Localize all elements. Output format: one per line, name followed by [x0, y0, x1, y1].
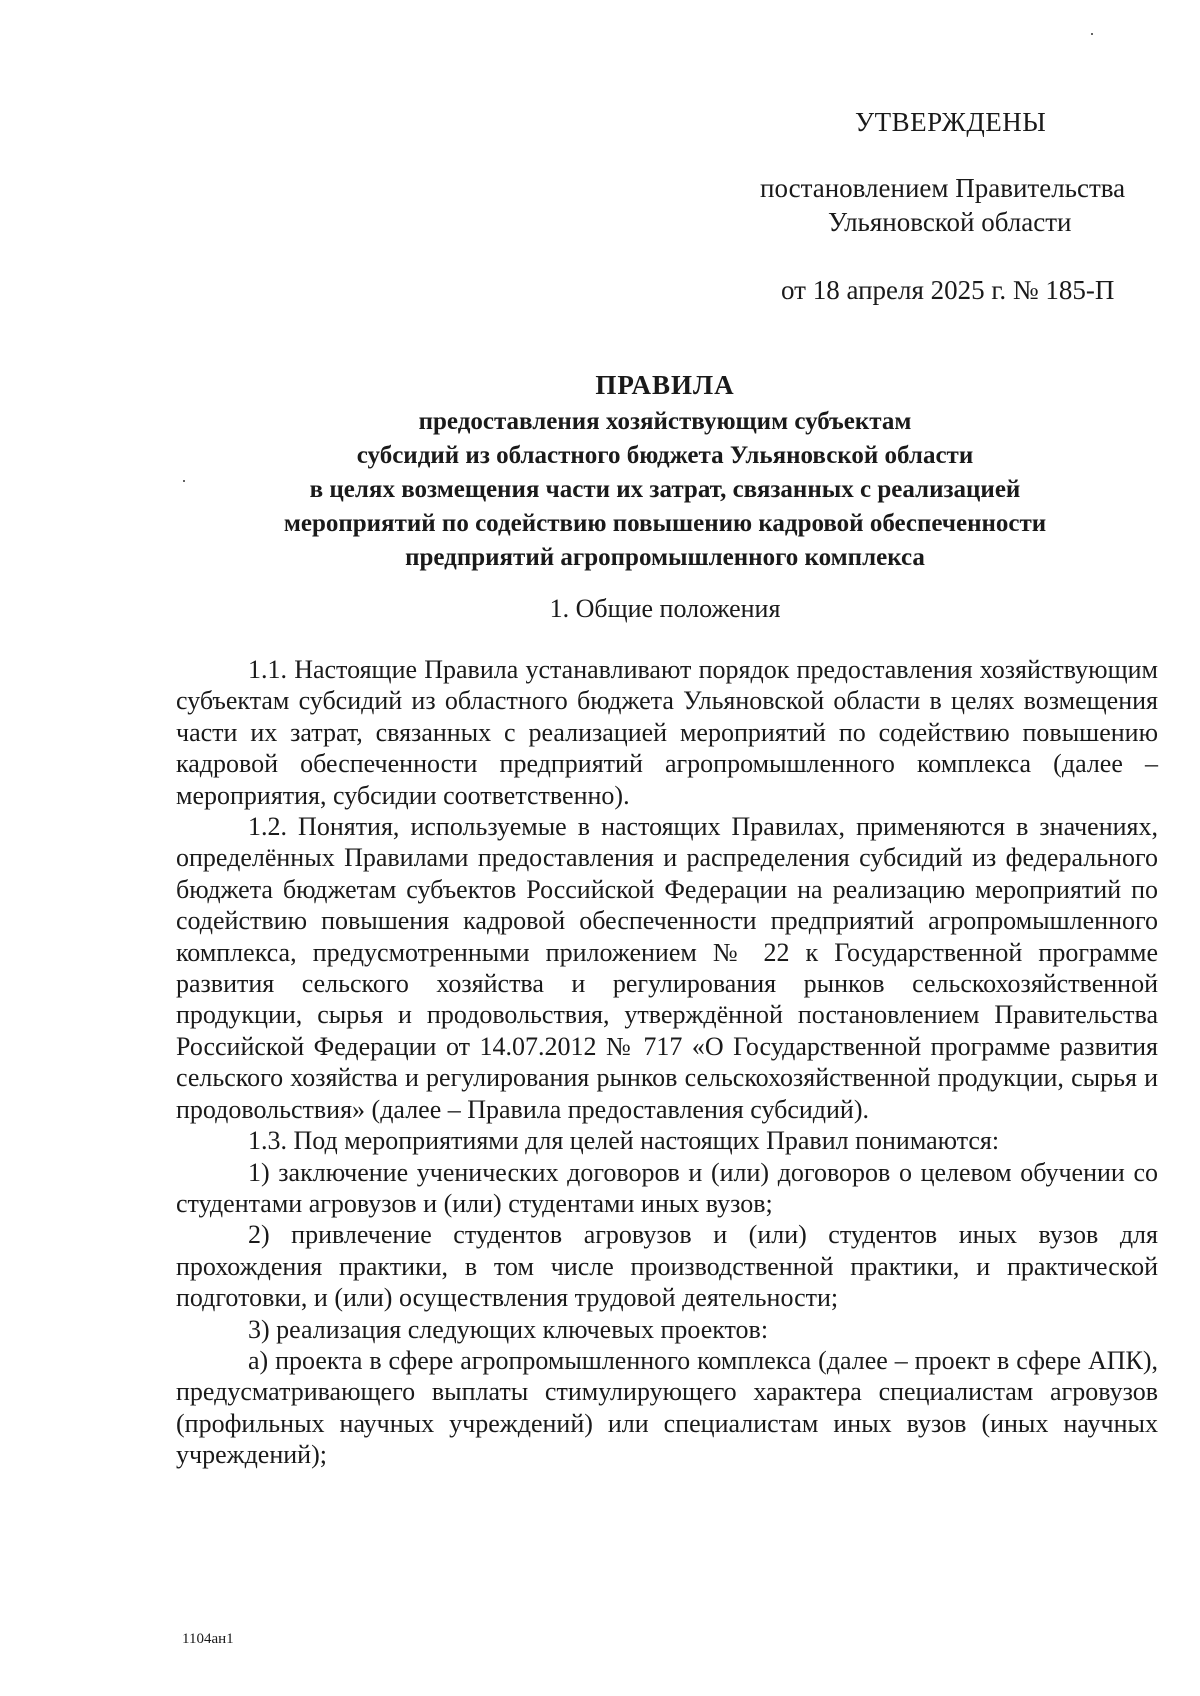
list-item-2: 2) привлечение студентов агровузов и (или) студентов иных вузов для прохождения практики, в том числе производственной практики, и практической подготовки, и (или) осуществления трудовой деятельности; [176, 1220, 1158, 1313]
list-item-3: 3) реализация следующих ключевых проектов: [248, 1314, 769, 1344]
document-body [176, 654, 1158, 1471]
decree-line-2: Ульяновской области [828, 207, 1072, 237]
title-line: в целях возмещения части их затрат, связанных с реализацией [309, 476, 1021, 503]
scan-speck [1091, 33, 1093, 35]
paragraph-1-2: 1.2. Понятия, используемые в настоящих Правилах, применяются в значениях, определённых Правилами предоставления и распределения субсидий из федерального бюджета бюджетам субъектов Российской Федерации на реализацию мероприятий по содействию повышения кадровой обеспеченности предприятий агропромышленного комплекса, предусмотренными приложением № 22 к Государственной программе развития сельского хозяйства и регулирования рынков сельскохозяйственной продукции, сырья и продовольствия, утверждённой постановлением Правительства Российской Федерации от 14.07.2012 № 717 «О Государственной программе развития сельского хозяйства и регулирования рынков сельскохозяйственной продукции, сырья и продовольствия» (далее – Правила предоставления субсидий). [176, 812, 1158, 1124]
decree-line-1: постановлением Правительства [760, 173, 1126, 203]
paragraph-1-1: 1.1. Настоящие Правила устанавливают порядок предоставления хозяйствующим субъектам субсидий из областного бюджета Ульяновской области в целях возмещения части их затрат, связанных с реализацией мероприятий по содействию повышению кадровой обеспеченности предприятий агропромышленного комплекса (далее – мероприятия, субсидии соответственно). [176, 655, 1158, 810]
decree-date: от 18 апреля 2025 г. № 185-П [781, 275, 1115, 305]
section-heading: 1. Общие положения [549, 594, 781, 623]
paragraph-1-3: 1.3. Под мероприятиями для целей настоящих Правил понимаются: [248, 1126, 1000, 1156]
title-line: субсидий из областного бюджета Ульяновской области [356, 442, 974, 469]
scan-speck [183, 480, 185, 482]
list-item-1: 1) заключение ученических договоров и (или) договоров о целевом обучении со студентами агровузов и (или) студентами иных вузов; [176, 1157, 1158, 1218]
footer-code: 1104ан1 [182, 1631, 234, 1647]
title-line: мероприятий по содействию повышению кадровой обеспеченности [283, 510, 1047, 537]
approval-stamp-heading: УТВЕРЖДЕНЫ [855, 107, 1047, 137]
title-line: предприятий агропромышленного комплекса [405, 544, 925, 571]
title-main: ПРАВИЛА [595, 370, 735, 400]
document-title [170, 365, 1160, 575]
list-item-3a: а) проекта в сфере агропромышленного комплекса (далее – проект в сфере АПК), предусматривающего выплаты стимулирующего характера специалистам агровузов (профильных научных учреждений) или специалистам иных вузов (иных научных учреждений); [176, 1345, 1158, 1470]
title-line: предоставления хозяйствующим субъектам [418, 408, 912, 435]
